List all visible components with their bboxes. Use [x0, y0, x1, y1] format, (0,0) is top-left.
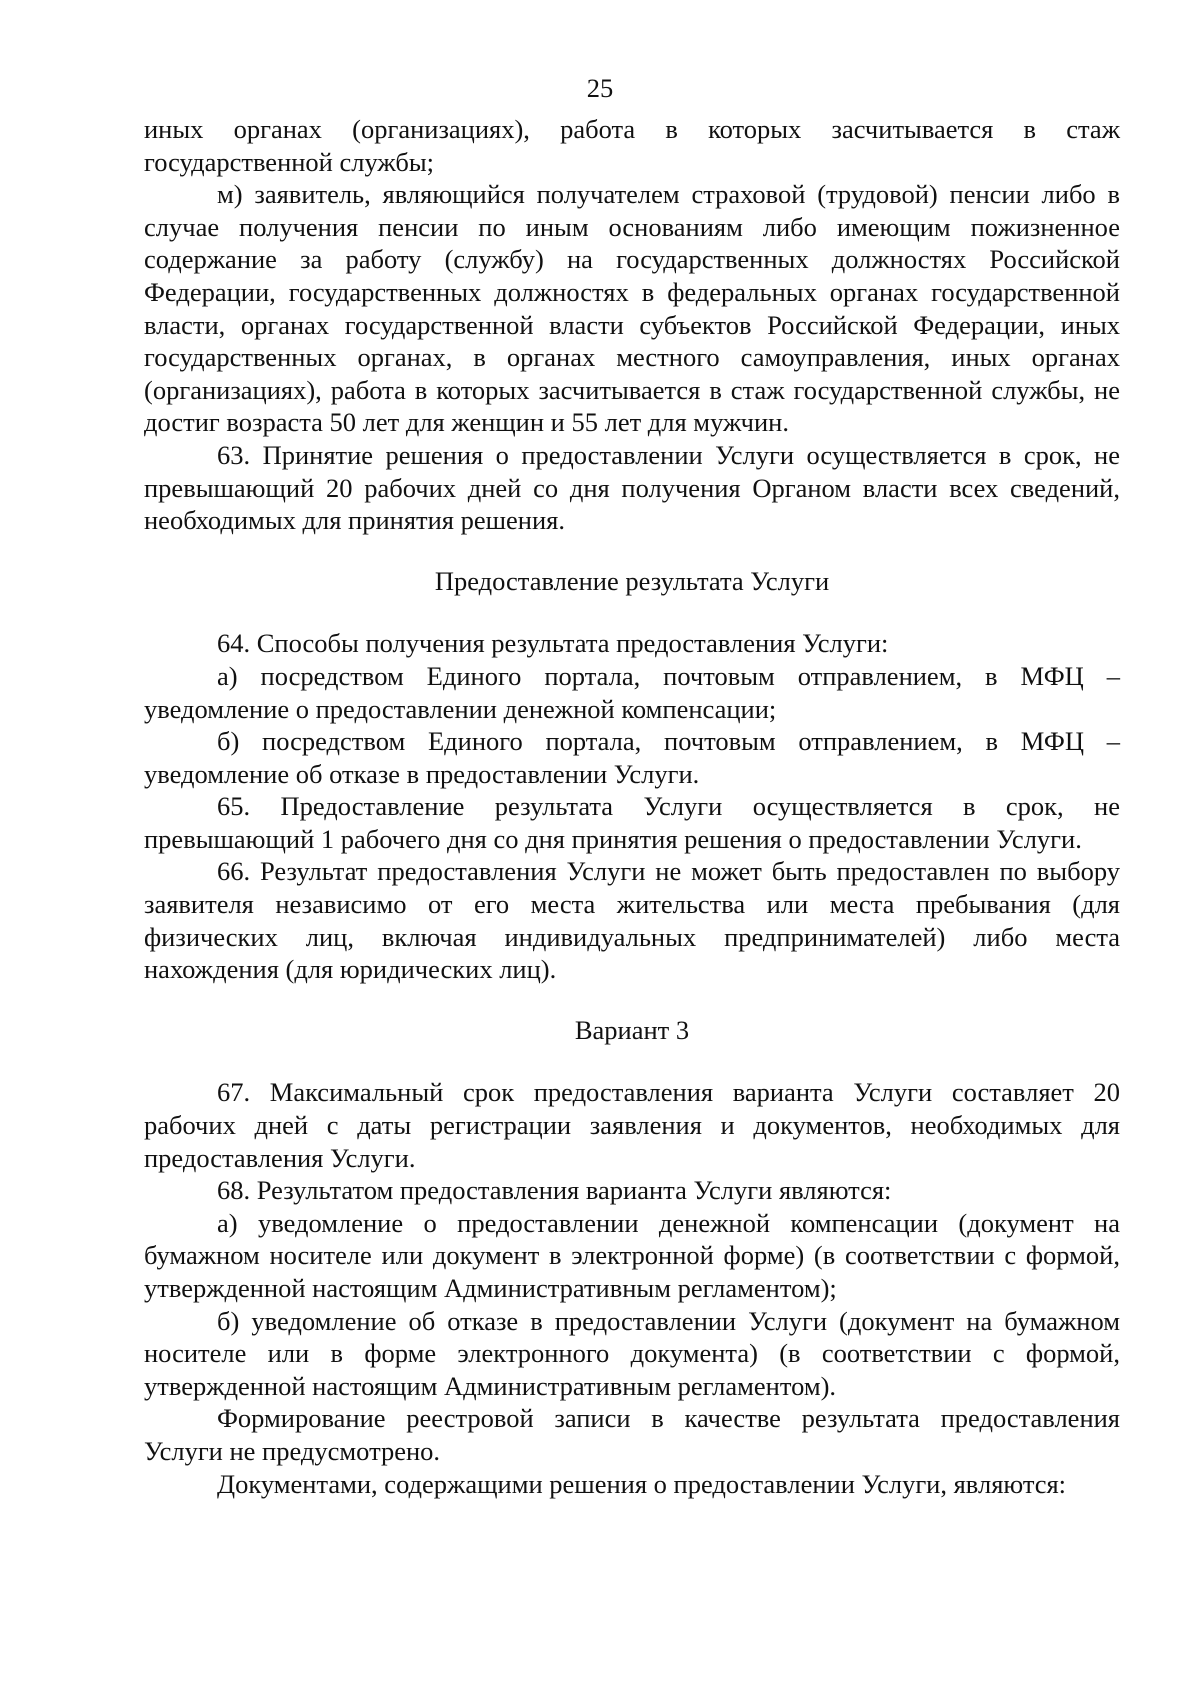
paragraph-continuation: иных органах (организациях), работа в которых засчитывается в стаж государственной службы;	[144, 114, 1120, 177]
document-body	[144, 113, 1120, 1500]
paragraph-64-b: б) посредством Единого портала, почтовым отправлением, в МФЦ – уведомление об отказе в предоставлении Услуги.	[144, 726, 1120, 789]
paragraph-68-a: а) уведомление о предоставлении денежной компенсации (документ на бумажном носителе или документ в электронной форме) (в соответствии с формой, утвержденной настоящим Административным регламентом);	[144, 1207, 1120, 1303]
paragraph-68-b: б) уведомление об отказе в предоставлении Услуги (документ на бумажном носителе или в форме электронного документа) (в соответствии с формой, утвержденной настоящим Административным регламентом).	[144, 1305, 1120, 1401]
paragraph-66: 66. Результат предоставления Услуги не может быть предоставлен по выбору заявителя независимо от его места жительства или места пребывания (для физических лиц, включая индивидуальных предпринимателей) либо места нахождения (для юридических лиц).	[144, 856, 1120, 985]
paragraph-68: 68. Результатом предоставления варианта Услуги являются:	[217, 1175, 892, 1206]
paragraph-67: 67. Максимальный срок предоставления варианта Услуги составляет 20 рабочих дней с даты регистрации заявления и документов, необходимых для предоставления Услуги.	[144, 1077, 1120, 1173]
paragraph-registry-record: Формирование реестровой записи в качестве результата предоставления Услуги не предусмотрено.	[144, 1403, 1120, 1466]
paragraph-decision-documents: Документами, содержащими решения о предоставлении Услуги, являются:	[217, 1468, 1067, 1499]
paragraph-item-m: м) заявитель, являющийся получателем страховой (трудовой) пенсии либо в случае получения пенсии по иным основаниям либо имеющим пожизненное содержание за работу (службу) на государственных должностях Российской Федерации, государственных должностях в федеральных органах государственной власти, органах государственной власти субъектов Российской Федерации, иных государственных органах, в органах местного самоуправления, иных органах (организациях), работа в которых засчитывается в стаж государственной службы, не достиг возраста 50 лет для женщин и 55 лет для мужчин.	[144, 179, 1120, 438]
section-heading-variant: Вариант 3	[574, 1014, 690, 1045]
paragraph-64-a: а) посредством Единого портала, почтовым отправлением, в МФЦ – уведомление о предоставлении денежной компенсации;	[144, 660, 1120, 724]
paragraph-63: 63. Принятие решения о предоставлении Услуги осуществляется в срок, не превышающий 20 рабочих дней со дня получения Органом власти всех сведений, необходимых для принятия решения.	[144, 439, 1120, 536]
paragraph-64: 64. Способы получения результата предоставления Услуги:	[217, 628, 889, 659]
page-number: 25	[586, 73, 614, 103]
paragraph-65: 65. Предоставление результата Услуги осуществляется в срок, не превышающий 1 рабочего дня со дня принятия решения о предоставлении Услуги.	[144, 791, 1120, 854]
section-heading-result: Предоставление результата Услуги	[434, 565, 830, 596]
